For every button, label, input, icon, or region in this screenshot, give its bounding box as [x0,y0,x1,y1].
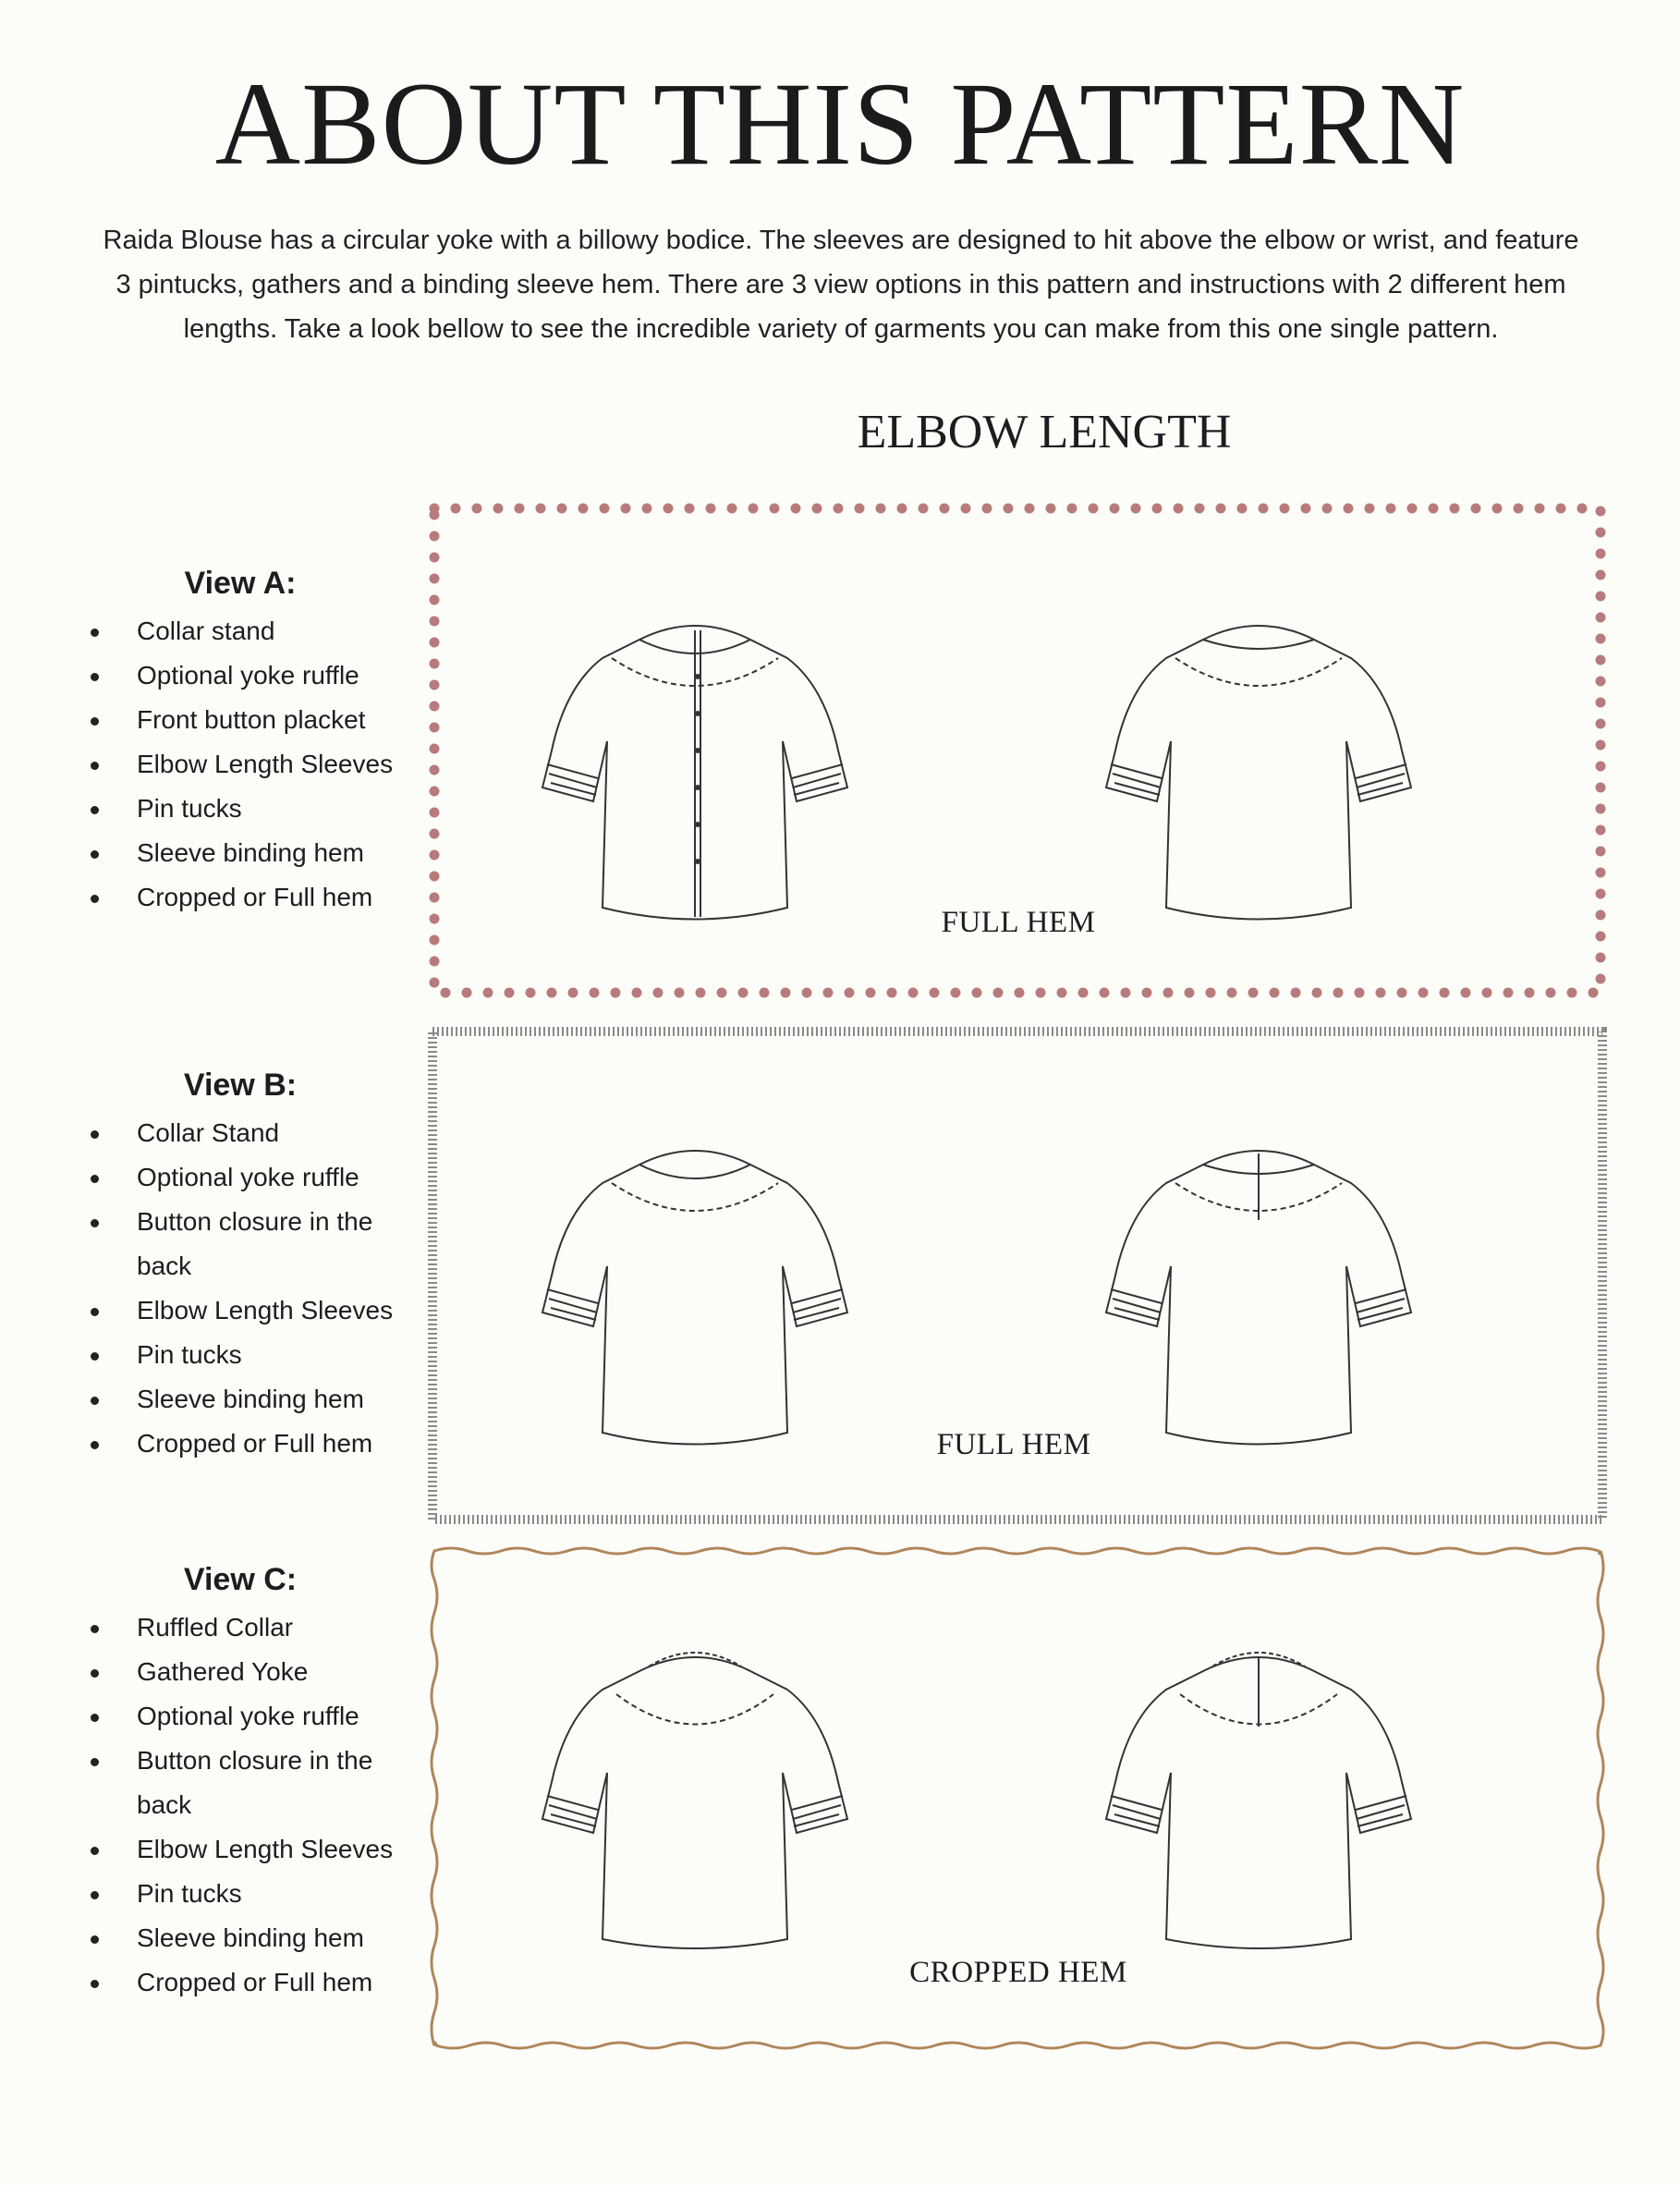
feature-item: Ruffled Collar [83,1605,434,1650]
view-a-panel [427,501,1608,1000]
feature-item: Front button placket [83,698,434,742]
feature-item-continuation: back [137,1251,192,1280]
intro-line: lengths. Take a look bellow to see the incredible variety of garments you can make from this one single pattern. [183,314,1499,344]
feature-item: Pin tucks [83,787,434,831]
view-c-panel [427,1542,1608,2055]
feature-item: Elbow Length Sleeves [83,742,434,787]
feature-item: Cropped or Full hem [83,875,434,920]
blouse-back-sketch [1083,603,1434,935]
hem-label: CROPPED HEM [909,1956,1127,1989]
blouse-back-sketch [1083,1128,1434,1460]
page-title: ABOUT THIS PATTERN [214,58,1466,189]
feature-item: Elbow Length Sleeves [83,1288,434,1333]
view-b-panel [427,1026,1608,1525]
feature-item: Cropped or Full hem [83,1960,434,2005]
feature-list [83,1111,434,1466]
feature-item: Optional yoke ruffle [83,653,434,698]
hem-label: FULL HEM [936,1428,1091,1461]
intro-line: Raida Blouse has a circular yoke with a billowy bodice. The sleeves are designed to hit above the elbow or wrist, and feature [103,226,1579,255]
feature-item: Sleeve binding hem [83,831,434,875]
view-c-features [83,1562,434,2005]
intro-paragraph [83,218,1599,351]
feature-item: Pin tucks [83,1333,434,1377]
feature-item: Collar Stand [83,1111,434,1155]
view-b-features [83,1068,434,1466]
feature-item: Elbow Length Sleeves [83,1827,434,1872]
feature-item: Sleeve binding hem [83,1377,434,1422]
feature-item: Collar stand [83,609,434,653]
feature-item: Pin tucks [83,1872,434,1916]
feature-list [83,609,434,920]
view-title: View C: [183,1562,298,1597]
feature-item: Button closure in the [83,1739,434,1783]
feature-item: Optional yoke ruffle [83,1694,434,1739]
feature-item-continuation: back [137,1790,192,1819]
feature-item: Button closure in the [83,1200,434,1244]
feature-item: Gathered Yoke [83,1650,434,1694]
feature-list [83,1605,434,2005]
section-title: ELBOW LENGTH [857,406,1232,458]
blouse-front-sketch [519,1625,870,1976]
intro-line: 3 pintucks, gathers and a binding sleeve hem. There are 3 view options in this pattern and instructions with 2 different hem [116,270,1566,299]
blouse-front-sketch [519,603,870,935]
blouse-front-sketch [519,1128,870,1460]
blouse-back-sketch [1083,1625,1434,1976]
view-title: View A: [184,566,297,601]
feature-item: Cropped or Full hem [83,1422,434,1466]
feature-item: Sleeve binding hem [83,1916,434,1960]
view-a-features [83,566,434,920]
hem-label: FULL HEM [941,906,1096,939]
feature-item: Optional yoke ruffle [83,1155,434,1200]
view-title: View B: [183,1068,298,1103]
